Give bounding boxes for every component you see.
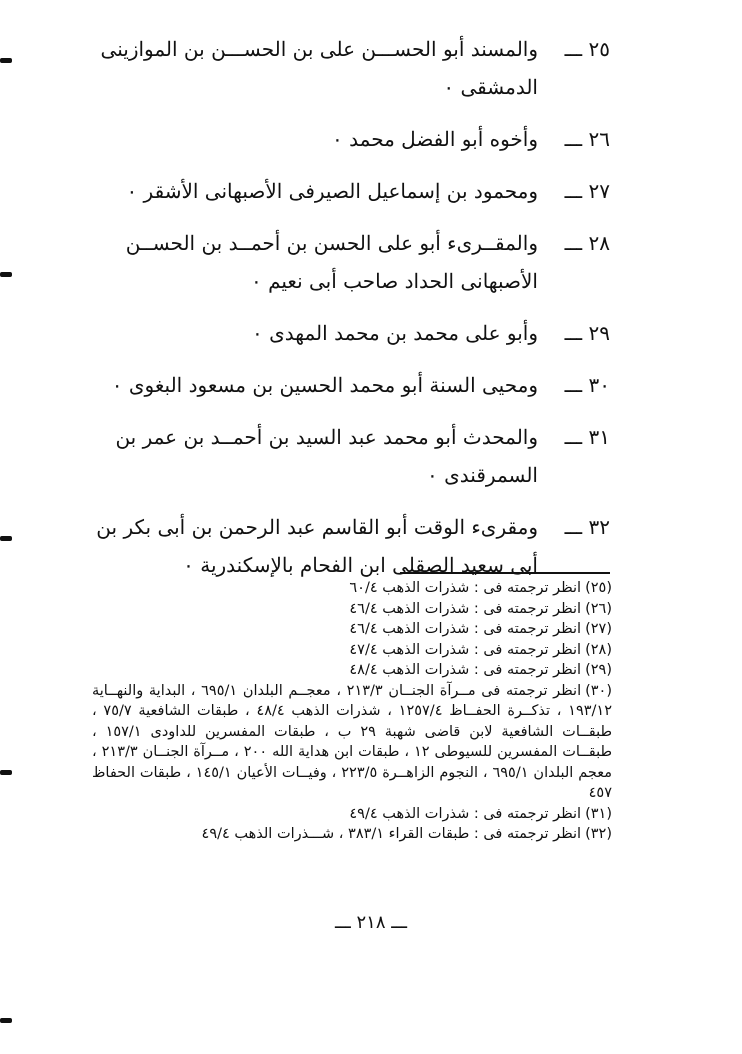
entries-list <box>90 30 610 598</box>
entry-number: ٢٩ ـــ <box>564 321 610 345</box>
footnote-number: (٢٥) <box>585 580 612 596</box>
footnote-text: انظر ترجمته فى : شذرات الذهب ٦٠/٤ <box>349 580 582 596</box>
entry-continuation: أبى سعيد الصقلى ابن الفحام بالإسكندرية ٠ <box>183 553 538 577</box>
entry-line: وأخوه أبو الفضل محمد ٠ <box>332 127 538 151</box>
entry-29 <box>90 314 610 352</box>
entry-26 <box>90 120 610 158</box>
entry-28 <box>90 224 610 300</box>
entry-number: ٢٦ ـــ <box>564 127 610 151</box>
entry-line: وأبو على محمد بن محمد المهدى ٠ <box>252 321 538 345</box>
scan-edge-mark <box>0 770 12 775</box>
footnote-28 <box>92 640 612 661</box>
entry-30 <box>90 366 610 404</box>
footnote-text: انظر ترجمته فى مــرآة الجنــان ٢١٣/٣ ، معجــم البلدان ٦٩٥/١ ، البداية والنهــاية ١٩٣/١٢ ، تذكــرة الحفــاظ ١٢٥٧/٤ ، شذرات الذهب ٤٨/٤ ، طبقات الشافعية ٧٥/٧ ، طبقــات الشافعية لابن قاضى شهبة ٢٩ ب ، طبقات المفسرين للداودى ١٥٧/١ ، طبقــات المفسرين للسيوطى ١٢ ، طبقات ابن هداية الله ٢٠٠ ، مــرآة الجنــان ٢١٣/٣ ، معجم البلدان ٦٩٥/١ ، النجوم الزاهــرة ٢٢٣/٥ ، وفيــات الأعيان ١٤٥/١ ، طبقات الحفاظ ٤٥٧ <box>92 682 613 801</box>
entry-text <box>90 366 538 404</box>
footnote-31 <box>92 804 612 825</box>
footnote-number: (٢٦) <box>585 600 612 617</box>
footnote-26 <box>92 599 612 620</box>
footnote-number: (٢٧) <box>585 621 612 637</box>
entry-text <box>90 224 538 300</box>
footnote-separator <box>400 572 610 574</box>
footnote-text: انظر ترجمته فى : شذرات الذهب ٤٩/٤ <box>349 805 582 822</box>
entry-text <box>90 314 538 352</box>
entry-line: ومحمود بن إسماعيل الصيرفى الأصبهانى الأشقر ٠ <box>126 179 538 203</box>
entry-text <box>90 172 538 210</box>
entry-line: ومقرىء الوقت أبو القاسم عبد الرحمن بن أبى بكر بن <box>96 515 538 539</box>
entry-line: ومحيى السنة أبو محمد الحسين بن مسعود البغوى ٠ <box>111 373 538 397</box>
entry-number: ٣١ ـــ <box>564 425 610 449</box>
scan-edge-mark <box>0 272 12 277</box>
footnote-30 <box>92 681 612 804</box>
entry-31 <box>90 418 610 494</box>
entry-line: والمقــرىء أبو على الحسن بن أحمــد بن الحســن <box>125 231 538 255</box>
entry-25 <box>90 30 610 106</box>
footnote-text: انظر ترجمته فى : شذرات الذهب ٤٨/٤ <box>349 662 582 678</box>
footnote-text: انظر ترجمته فى : شذرات الذهب ٤٧/٤ <box>349 641 582 658</box>
entry-line: والمحدث أبو محمد عبد السيد بن أحمــد بن عمر بن <box>115 425 538 449</box>
entry-line: والمسند أبو الحســـن على بن الحســـن بن الموازينى <box>100 37 538 61</box>
entry-27 <box>90 172 610 210</box>
entry-number: ٣٢ ـــ <box>564 515 610 539</box>
entry-continuation: الأصبهانى الحداد صاحب أبى نعيم ٠ <box>250 269 538 293</box>
entry-continuation: السمرقندى ٠ <box>427 463 538 487</box>
footnote-text: انظر ترجمته فى : شذرات الذهب ٤٦/٤ <box>349 621 582 637</box>
page-number: ـــ ٢١٨ ـــ <box>334 912 408 933</box>
footnote-number: (٢٩) <box>585 662 612 678</box>
entry-number: ٣٠ ـــ <box>564 373 610 397</box>
footnote-number: (٢٨) <box>585 641 612 658</box>
footnote-32 <box>92 824 612 845</box>
entry-continuation: الدمشقى ٠ <box>443 75 538 99</box>
entry-text <box>90 120 538 158</box>
scan-edge-mark <box>0 58 12 63</box>
entry-number: ٢٨ ـــ <box>564 231 610 255</box>
footnote-number: (٣١) <box>585 805 612 822</box>
footnote-number: (٣٢) <box>585 826 612 842</box>
footnote-number: (٣٠) <box>585 682 613 699</box>
entry-number: ٢٧ ـــ <box>564 179 610 203</box>
footnote-29 <box>92 660 612 681</box>
footnote-text: انظر ترجمته فى : طبقات القراء ٣٨٣/١ ، شـــذرات الذهب ٤٩/٤ <box>201 826 582 842</box>
footnotes <box>92 578 612 845</box>
entry-text <box>90 30 538 106</box>
footnote-25 <box>92 578 612 599</box>
scan-edge-mark <box>0 536 12 541</box>
entry-number: ٢٥ ـــ <box>564 37 610 61</box>
footnote-text: انظر ترجمته فى : شذرات الذهب ٤٦/٤ <box>349 600 582 617</box>
footnote-27 <box>92 619 612 640</box>
scan-edge-mark <box>0 1018 12 1023</box>
entry-text <box>90 418 538 494</box>
